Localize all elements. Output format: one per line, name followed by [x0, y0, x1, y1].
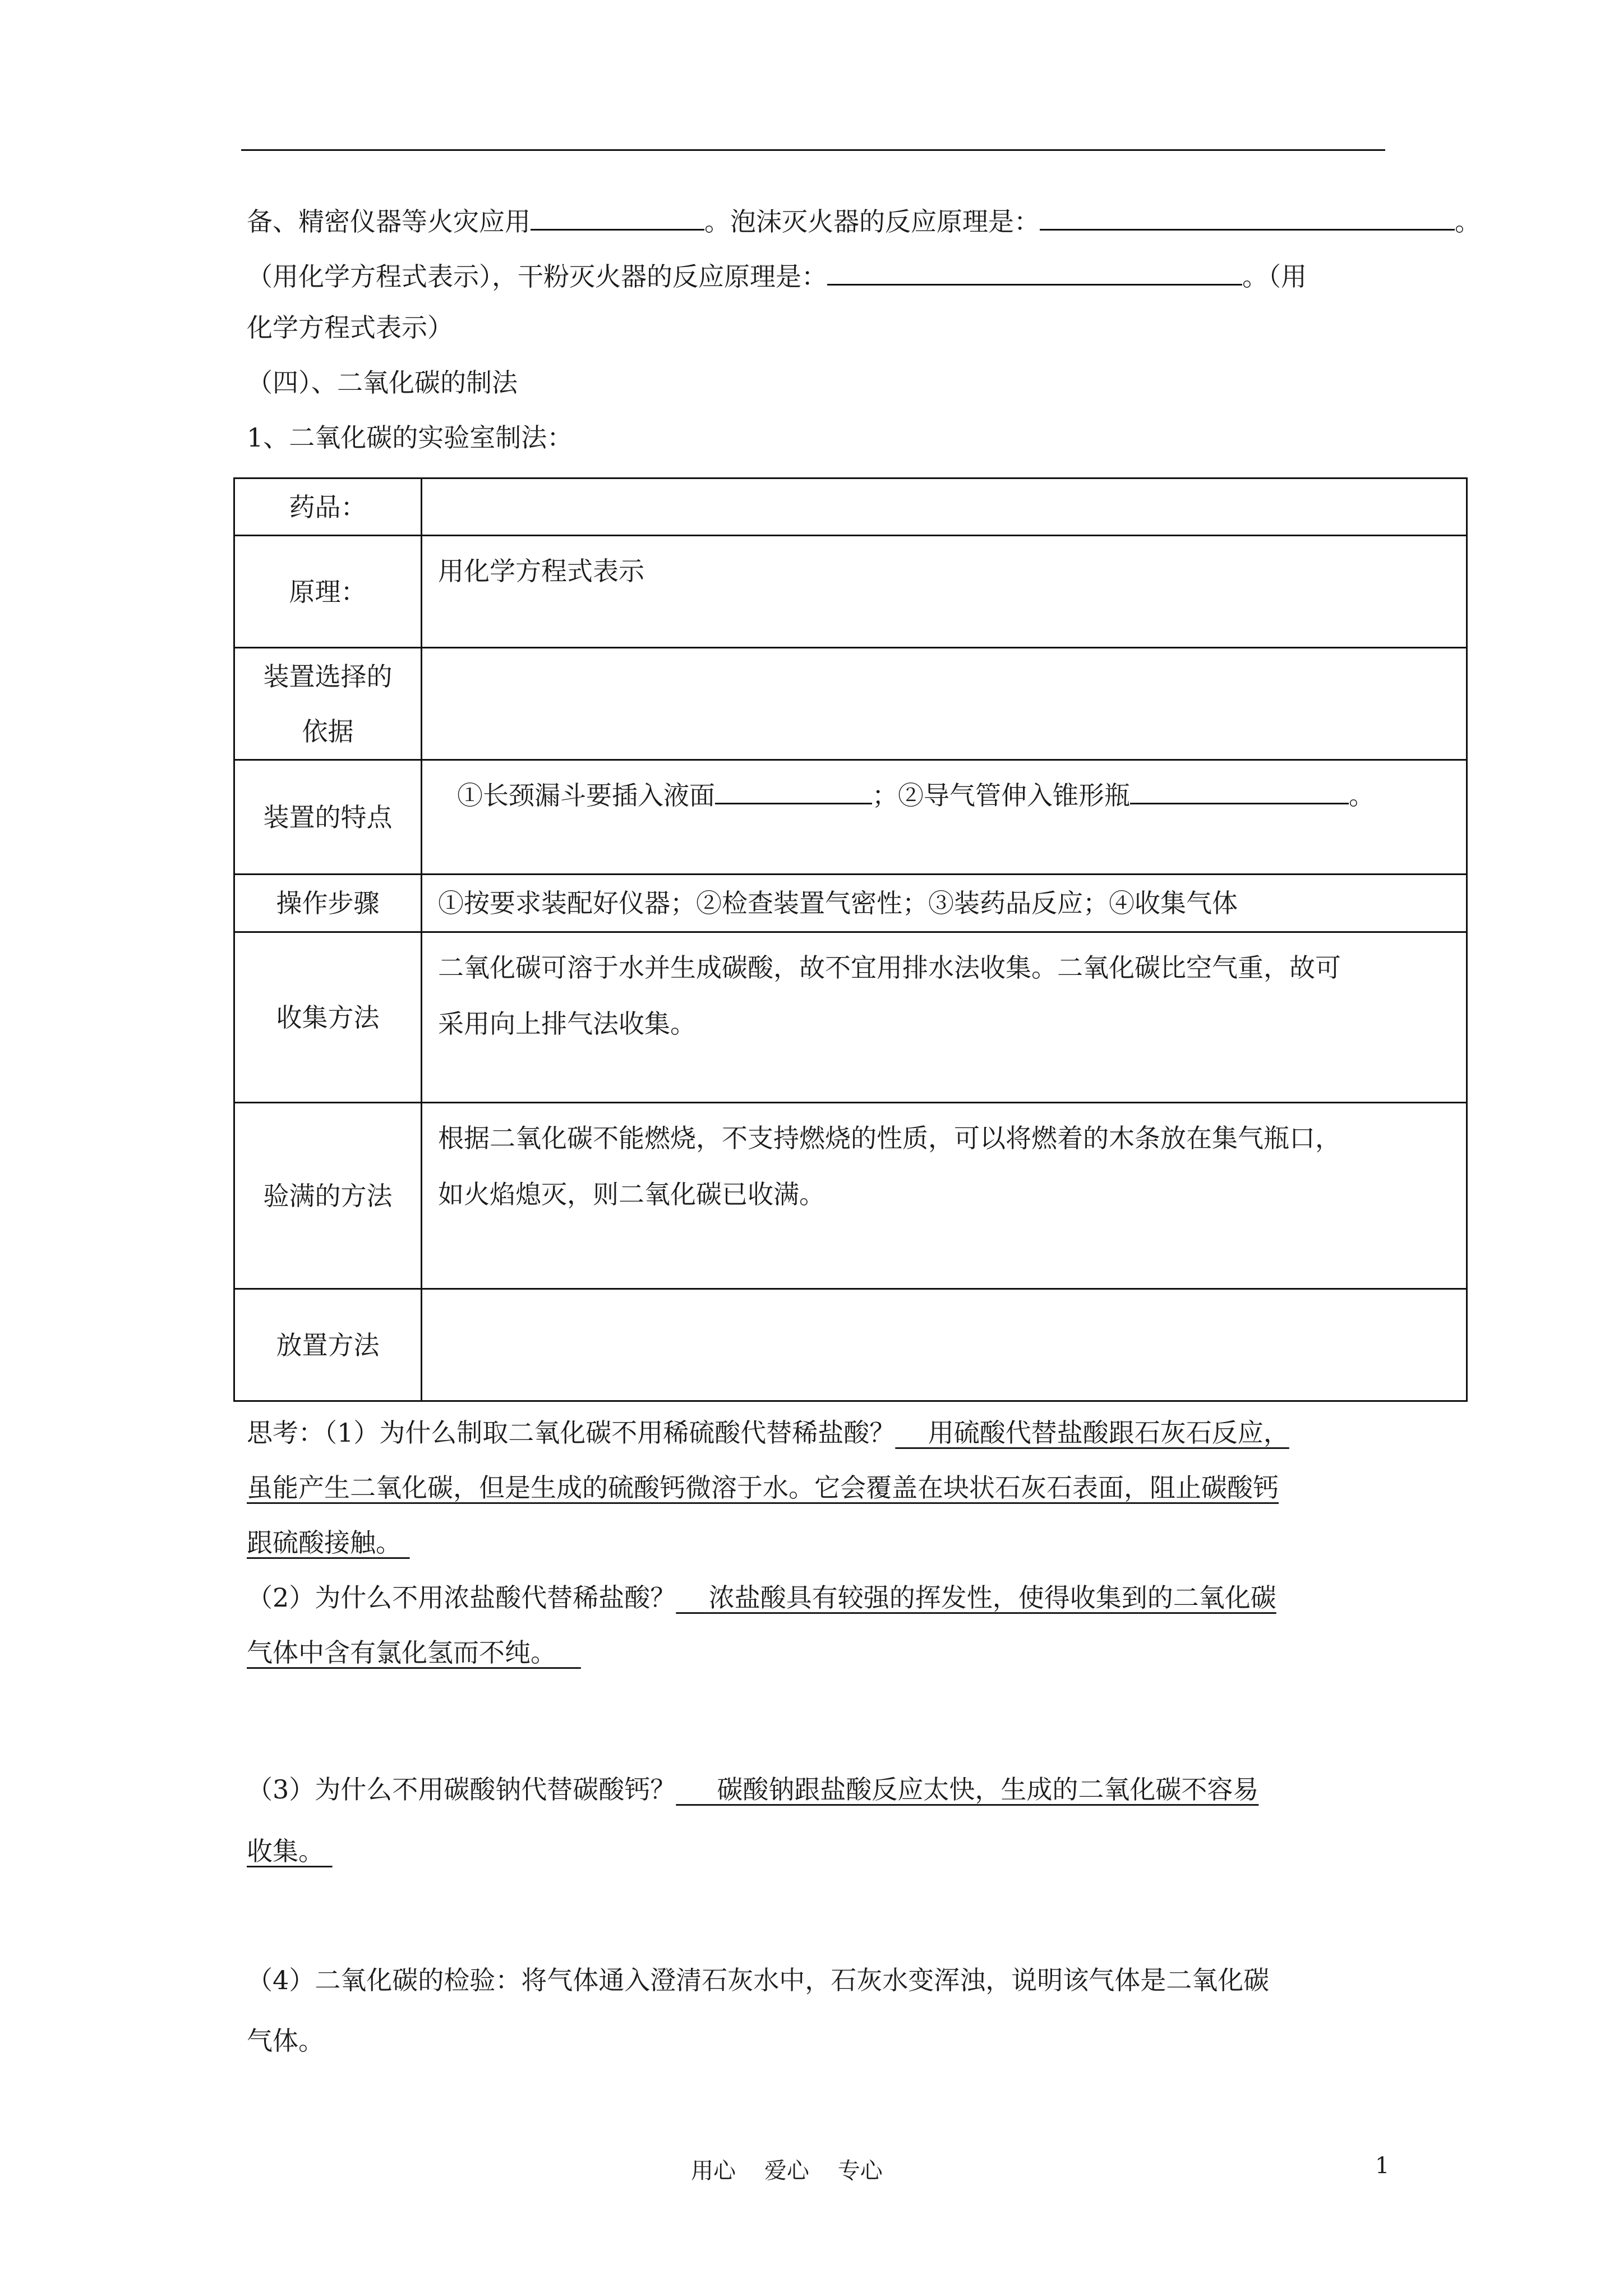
co2-preparation-table [233, 477, 1468, 1402]
question-2-line-2: 气体中含有氯化氢而不纯。 [247, 1637, 581, 1668]
row-label: 装置的特点 [234, 760, 422, 875]
question-2-line-1: （2）为什么不用浓盐酸代替稀盐酸？ 浓盐酸具有较强的挥发性，使得收集到的二氧化碳 [247, 1582, 1276, 1613]
question-4-line-1: （4）二氧化碳的检验：将气体通入澄清石灰水中，石灰水变浑浊，说明该气体是二氧化碳 [247, 1965, 1270, 1995]
subsection-title: 1、二氧化碳的实验室制法： [247, 422, 573, 453]
table-row [234, 760, 1467, 875]
continuation-line-2: （用化学方程式表示），干粉灭火器的反应原理是： 。（用 [247, 256, 1307, 293]
row-content: 二氧化碳可溶于水并生成碳酸，故不宜用排水法收集。二氧化碳比空气重，故可 采用向上排气法收集。 [422, 932, 1467, 1103]
row-content: 根据二氧化碳不能燃烧，不支持燃烧的性质，可以将燃着的木条放在集气瓶口， 如火焰熄灭，则二氧化碳已收满。 [422, 1103, 1467, 1289]
row-content: ①按要求装配好仪器；②检查装置气密性；③装药品反应；④收集气体 [422, 875, 1467, 932]
row-label: 药品： [234, 478, 422, 536]
continuation-line-3: 化学方程式表示） [247, 312, 453, 343]
question-1-line-3: 跟硫酸接触。 [247, 1527, 410, 1558]
table-row [234, 536, 1467, 648]
table-row [234, 1289, 1467, 1401]
row-label: 操作步骤 [234, 875, 422, 932]
row-content: 用化学方程式表示 [422, 536, 1467, 648]
fill-blank[interactable] [531, 201, 704, 231]
row-label: 收集方法 [234, 932, 422, 1103]
table-row [234, 932, 1467, 1103]
row-content[interactable] [422, 648, 1467, 760]
section-title: （四）、二氧化碳的制法 [247, 367, 518, 398]
row-content[interactable] [422, 1289, 1467, 1401]
question-1-line-2: 虽能产生二氧化碳，但是生成的硫酸钙微溶于水。它会覆盖在块状石灰石表面，阻止碳酸钙 [247, 1473, 1279, 1503]
row-label: 装置选择的 依据 [234, 648, 422, 760]
row-label: 原理： [234, 536, 422, 648]
question-3-line-1: （3）为什么不用碳酸钠代替碳酸钙？ 碳酸钠跟盐酸反应太快，生成的二氧化碳不容易 [247, 1774, 1259, 1805]
table-row [234, 875, 1467, 932]
row-content[interactable] [422, 478, 1467, 536]
question-3-line-2: 收集。 [247, 1836, 333, 1866]
fill-blank[interactable] [827, 256, 1242, 286]
question-4-line-2: 气体。 [247, 2026, 324, 2056]
fill-blank[interactable] [715, 775, 872, 804]
question-1-line-1: 思考：（1）为什么制取二氧化碳不用稀硫酸代替稀盐酸？ 用硫酸代替盐酸跟石灰石反应， [247, 1418, 1289, 1448]
table-row [234, 1103, 1467, 1289]
row-content: ①长颈漏斗要插入液面 ；②导气管伸入锥形瓶 。 [422, 760, 1467, 875]
page-number: 1 [1375, 2153, 1390, 2179]
continuation-line-1: 备、精密仪器等火灾应用 。泡沫灭火器的反应原理是： 。 [247, 201, 1481, 238]
table-row [234, 478, 1467, 536]
fill-blank[interactable] [1130, 775, 1349, 804]
header-rule [241, 149, 1385, 151]
row-label: 验满的方法 [234, 1103, 422, 1289]
table-row [234, 648, 1467, 760]
row-label: 放置方法 [234, 1289, 422, 1401]
fill-blank[interactable] [1040, 201, 1455, 231]
footer-slogan: 用心 爱心 专心 [691, 2158, 883, 2184]
